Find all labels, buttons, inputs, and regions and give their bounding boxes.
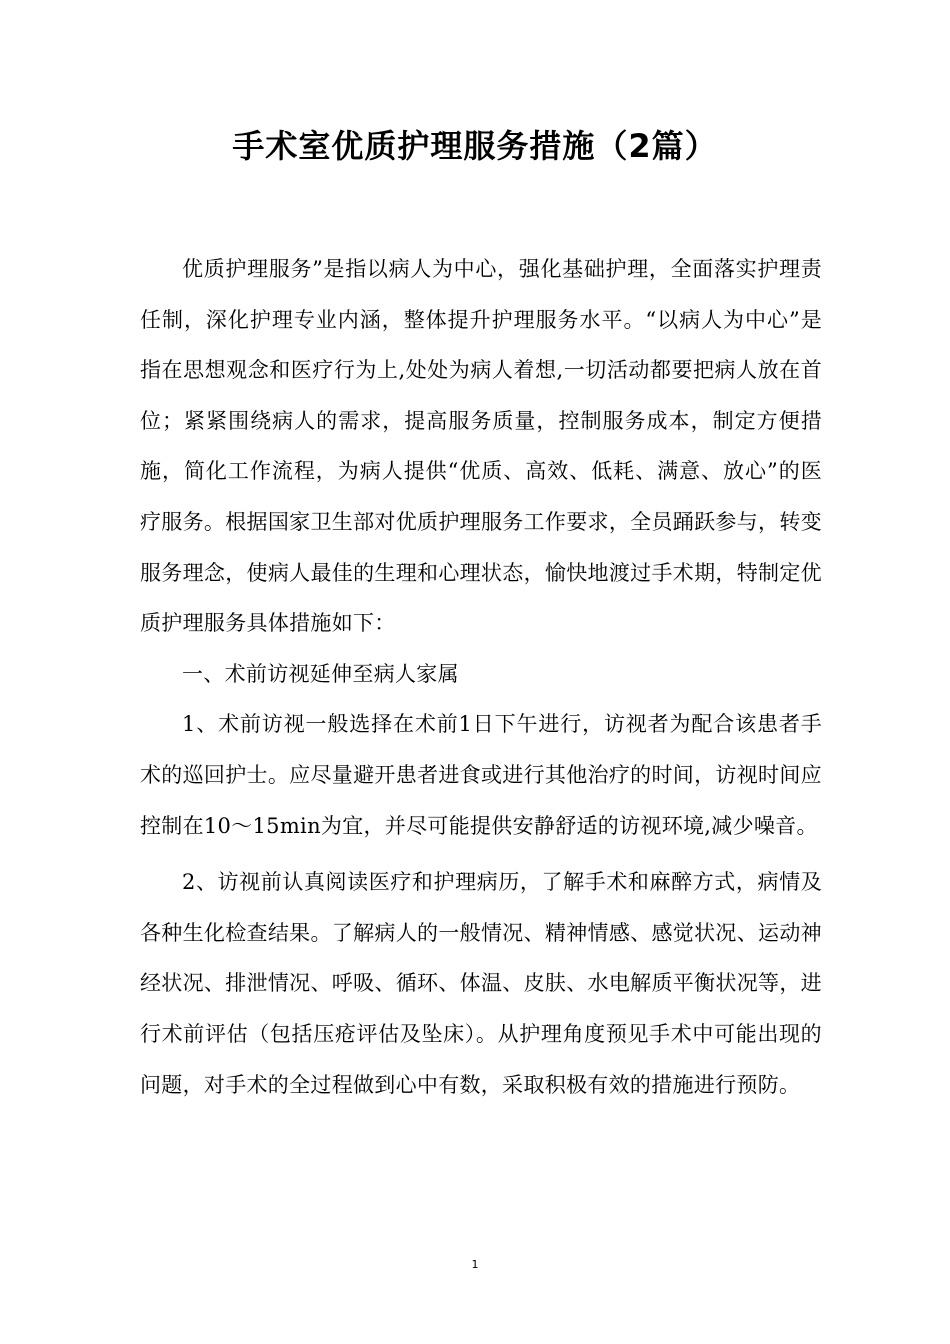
paragraph-item-1: 1、术前访视一般选择在术前1日下午进行，访视者为配合该患者手术的巡回护士。应尽量避开患者进食或进行其他治疗的时间，访视时间应控制在10～15min为宜，并尽可能提供安静舒适的访视环境,减少噪音。 xyxy=(140,712,822,838)
document-title: 手术室优质护理服务措施（2篇） xyxy=(232,127,718,165)
paragraph-intro: 优质护理服务”是指以病人为中心，强化基础护理，全面落实护理责任制，深化护理专业内涵，整体提升护理服务水平。“以病人为中心”是指在思想观念和医疗行为上,处处为病人着想,一切活动都要把病人放在首位；紧紧围绕病人的需求，提高服务质量，控制服务成本，制定方便措施，简化工作流程，为病人提供“优质、高效、低耗、满意、放心”的医疗服务。根据国家卫生部对优质护理服务工作要求，全员踊跃参与，转变服务理念，使病人最佳的生理和心理状态，愉快地渡过手术期，特制定优质护理服务具体措施如下： xyxy=(140,257,822,636)
paragraph-item-2: 2、访视前认真阅读医疗和护理病历，了解手术和麻醉方式，病情及各种生化检查结果。了解病人的一般情况、精神情感、感觉状况、运动神经状况、排泄情况、呼吸、循环、体温、皮肤、水电解质平衡状况等，进行术前评估（包括压疮评估及坠床）。从护理角度预见手术中可能出现的问题，对手术的全过程做到心中有数，采取积极有效的措施进行预防。 xyxy=(140,870,822,1097)
section-heading-preop-visit: 一、术前访视延伸至病人家属 xyxy=(182,661,459,686)
document-body xyxy=(140,244,822,1110)
page-number: 1 xyxy=(471,1258,479,1271)
